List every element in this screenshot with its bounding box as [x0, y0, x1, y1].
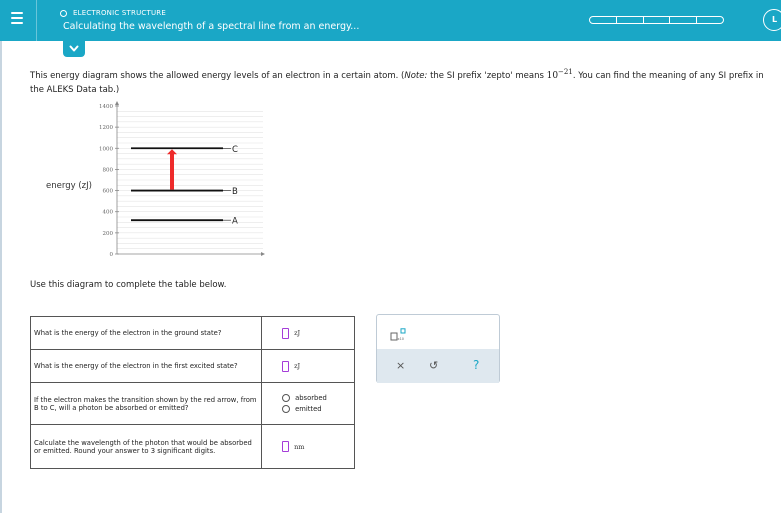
- wavelength-input[interactable]: [282, 441, 289, 452]
- energy-diagram-plot: [30, 100, 280, 270]
- energy-diagram: [30, 100, 280, 270]
- intro-text-3: . You can find the meaning of any SI prefix in the ALEKS Data tab.): [30, 70, 764, 95]
- radio-button[interactable]: [282, 394, 290, 402]
- y-tick-label: 200: [102, 230, 113, 237]
- energy-axis-label: energy (zJ): [46, 181, 92, 191]
- tools-action-bar: [377, 349, 499, 383]
- help-icon[interactable]: ?: [473, 358, 480, 372]
- unit-label: zJ: [294, 362, 301, 370]
- answer-line: [282, 328, 344, 339]
- unit-label: nm: [294, 442, 305, 451]
- answer-tools-panel: [376, 314, 500, 383]
- y-tick-label: 0: [109, 252, 113, 258]
- instruction-text: Use this diagram to complete the table below.: [30, 280, 227, 290]
- radio-absorbed[interactable]: [282, 394, 344, 402]
- answer-cell: [262, 350, 355, 383]
- energy-level-label: C: [232, 144, 238, 155]
- y-tick-label: 800: [102, 167, 113, 174]
- page-title: Calculating the wavelength of a spectral line from an energy...: [63, 21, 360, 32]
- progress-segment: [617, 17, 644, 23]
- y-axis-arrow: [115, 101, 119, 105]
- power-base: 10: [546, 70, 559, 81]
- scientific-notation-icon[interactable]: [390, 328, 406, 342]
- radio-emitted[interactable]: [282, 405, 344, 413]
- topic-heading: [66, 9, 166, 17]
- question-cell: Calculate the wavelength of the photon that would be absorbed or emitted. Round your answer to 3 significant digits.: [31, 425, 262, 469]
- x-axis-arrow: [261, 252, 265, 256]
- y-tick-label: 1200: [99, 125, 113, 132]
- note-label: Note:: [404, 70, 428, 81]
- progress-segment: [670, 17, 697, 23]
- transition-arrow-head: [167, 149, 177, 154]
- answer-cell: [262, 383, 355, 425]
- table-row: [31, 350, 355, 383]
- clear-icon[interactable]: ×: [396, 359, 406, 372]
- progress-segment: [590, 17, 617, 23]
- progress-segment: [644, 17, 671, 23]
- table-row: [31, 383, 355, 425]
- progress-segment: [697, 17, 723, 23]
- account-button[interactable]: L: [763, 9, 781, 31]
- y-tick-label: 1000: [99, 146, 113, 153]
- power-exponent: −21: [558, 68, 573, 76]
- unit-label: zJ: [294, 329, 301, 337]
- table-row: [31, 317, 355, 350]
- table-row: [31, 425, 355, 469]
- intro-text-1: This energy diagram shows the allowed energy levels of an electron in a certain atom. (: [30, 70, 405, 81]
- question-cell: What is the energy of the electron in the first excited state?: [31, 350, 262, 383]
- topic-label: ELECTRONIC STRUCTURE: [73, 9, 166, 17]
- radio-button[interactable]: [282, 405, 290, 413]
- collapse-header-button[interactable]: [63, 41, 85, 57]
- chevron-down-icon: [69, 45, 79, 53]
- y-tick-label: 600: [102, 188, 113, 195]
- answer-line: [282, 441, 344, 452]
- radio-label: absorbed: [295, 394, 327, 402]
- radio-label: emitted: [295, 405, 322, 413]
- transition-arrow-shaft: [170, 153, 174, 189]
- left-border: [0, 41, 2, 513]
- excited-state-energy-input[interactable]: [282, 361, 289, 372]
- topic-circle-icon: [60, 10, 67, 17]
- undo-icon[interactable]: ↺: [429, 359, 439, 372]
- question-table: [30, 316, 355, 469]
- energy-level-label: A: [232, 216, 238, 227]
- answer-cell: [262, 425, 355, 469]
- question-cell: What is the energy of the electron in the ground state?: [31, 317, 262, 350]
- header-divider: [36, 0, 37, 41]
- y-tick-label: 1400: [99, 104, 113, 110]
- energy-level-label: B: [232, 187, 238, 198]
- question-cell: If the electron makes the transition shown by the red arrow, from B to C, will a photon be absorbed or emitted?: [31, 383, 262, 425]
- intro-text-2: the SI prefix 'zepto' means: [427, 70, 547, 81]
- ground-state-energy-input[interactable]: [282, 328, 289, 339]
- progress-bar: [589, 16, 724, 24]
- y-tick-label: 400: [102, 209, 113, 216]
- problem-statement: [30, 65, 780, 97]
- hamburger-menu-icon[interactable]: [8, 9, 26, 27]
- answer-line: [282, 361, 344, 372]
- top-bar: [0, 0, 781, 41]
- answer-cell: [262, 317, 355, 350]
- svg-text:x10: x10: [397, 337, 405, 341]
